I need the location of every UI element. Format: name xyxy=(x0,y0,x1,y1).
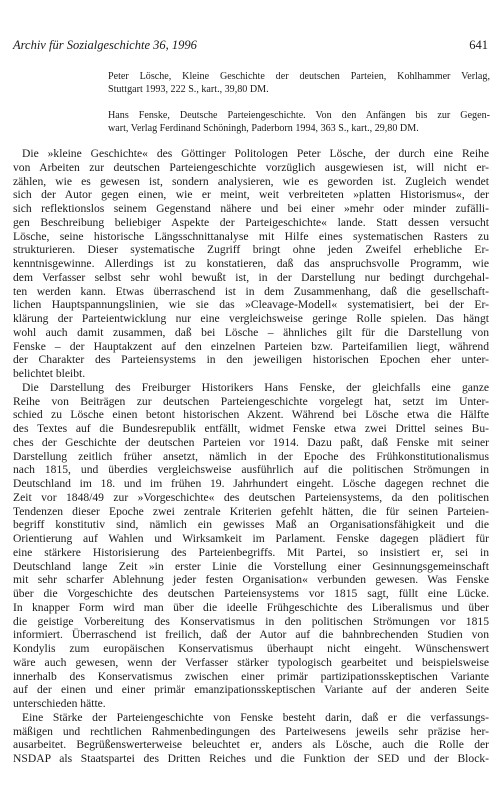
paragraph xyxy=(13,381,489,711)
text-line: dem Verfasser selbst sehr wohl bewußt ist, in der Darstellung nur bedingt durchgehal- xyxy=(13,270,489,284)
text-line: Deutschland lange Zeit »in erster Linie die Vorstellung einer Gesinnungsgemeinschaft xyxy=(13,559,489,573)
reviewed-books xyxy=(108,70,490,147)
book-reference xyxy=(108,109,490,136)
text-line: Fenske – der Hauptakzent auf den einzelnen Parteien bzw. Parteifamilien liegt, während xyxy=(13,339,489,353)
text-line: wäre auch gewesen, wenn der Verfasser stärker typologisch gearbeitet und beispielsweise xyxy=(13,655,489,669)
text-line: sich reflektionslos seinem Gegenstand nähere und bei einer »mehr oder minder zufälli- xyxy=(13,202,489,215)
text-line: informiert. Überraschend ist freilich, daß der Autor auf die bahnbrechenden Studien von xyxy=(13,628,489,642)
text-line: des Textes auf die Bundesrepublik entfällt, widmet Fenske etwa zwei Drittel seines Bu- xyxy=(13,422,489,435)
text-line: Kondylis zum europäischen Konservatismus überhaupt nicht eingeht. Wünschenswert xyxy=(13,642,489,655)
text-line: ten werden kann. Etwas überraschend ist in dem Zusammenhang, daß die gesellschaft- xyxy=(13,284,489,298)
text-line: Die »kleine Geschichte« des Göttinger Politologen Peter Lösche, der durch eine Reihe xyxy=(22,147,489,160)
paragraph xyxy=(13,711,489,766)
text-line: ches der Geschichte der deutschen Parteien vor 1914. Dazu paßt, daß Fenske mit seiner xyxy=(13,435,489,449)
text-line: strukturieren. Dieser systematische Zugriff bringt ohne jeden Zweifel erhebliche Er- xyxy=(13,243,489,257)
page-number: 641 xyxy=(469,38,488,52)
text-line: eine stärkere Historisierung des Parteienbegriffs. Mit Partei, so insistiert er, sei in xyxy=(13,545,489,559)
text-line: die geistige Vorbereitung des Konservatismus in den politischen Strömungen vor 1815 xyxy=(13,614,489,628)
text-line: Darstellung zeitlich früher ansetzt, nämlich in der Epoche des Frühkonstitutionalismus xyxy=(13,449,489,463)
text-line: sich der Autor gegen einen, wie er meint, weit verbreiteten »platten Historismus«, der xyxy=(13,188,489,202)
review-body xyxy=(13,147,489,766)
text-line: gen Beschreibung beliebiger Aspekte der Parteigeschichte« lande. Statt dessen versucht xyxy=(13,215,489,229)
text-line: auf der einen und einer primär emanzipationsskeptischen Variante auf der anderen Seite xyxy=(13,683,489,697)
text-line: schied zu Lösche einen betont historischen Akzent. Während bei Lösche etwa die Hälfte xyxy=(13,408,489,422)
text-line: wart, Verlag Ferdinand Schöningh, Paderborn 1994, 363 S., kart., 29,80 DM. xyxy=(108,122,419,134)
text-line: NSDAP als Staatspartei des Dritten Reiches und die Funktion der SED und der Block- xyxy=(13,752,489,765)
text-line: klärung der Parteientwicklung nur eine vergleichsweise geringe Rolle spielen. Das hängt xyxy=(13,312,489,325)
text-line: Tendenzen dieser Epoche zwei zentrale Kriterien gefehlt hätten, die für seinen Parteien- xyxy=(13,504,489,518)
text-line: von Arbeiten zur deutschen Parteiengeschichte vorzüglich ausgewiesen ist, will nicht er- xyxy=(13,160,489,174)
book-reference xyxy=(108,70,490,97)
text-line: Orientierung auf Wahlen und Wirksamkeit im Parlament. Fenske dagegen plädiert für xyxy=(13,532,489,545)
text-line: Deutschland im 18. und im frühen 19. Jahrhundert eingeht. Lösche dagegen rechnet die xyxy=(13,477,489,490)
text-line: zählen, wie es gewesen ist, sondern analysieren, wie es geworden ist. Zugleich wendet xyxy=(13,174,489,188)
journal-title: Archiv für Sozialgeschichte 36, 1996 xyxy=(13,38,197,52)
text-line: unterschieden hätte. xyxy=(13,697,106,710)
text-line: Die Darstellung des Freiburger Historikers Hans Fenske, der gleichfalls eine ganze xyxy=(22,380,489,394)
text-line: nach 1815, und überdies vergleichsweise ausführlich auf die politischen Strömungen in xyxy=(13,463,489,477)
text-line: wohl auch damit zusammen, daß bei Lösche – ähnliches gilt für die Darstellung von xyxy=(13,325,489,339)
text-line: innerhalb des Konservatismus zwischen einer primär partizipationsskeptischen Variante xyxy=(13,669,489,683)
text-line: Zeit vor 1848/49 zur »Vorgeschichte« des deutschen Parteiensystems, da den politischen xyxy=(13,490,489,504)
text-line: mit sehr scharfer Ablehnung jeder festen Organisation« verbunden gewesen. Was Fenske xyxy=(13,573,489,587)
text-line: kenntnisgewinne. Allerdings ist zu konstatieren, daß das anspruchsvolle Programm, wie xyxy=(13,257,489,270)
text-line: In knapper Form wird man über die ideelle Frühgeschichte des Liberalismus und über xyxy=(13,600,489,614)
text-line: Peter Lösche, Kleine Geschichte der deutschen Parteien, Kohlhammer Verlag, xyxy=(108,71,490,82)
text-line: Eine Stärke der Parteiengeschichte von Fenske besteht darin, daß er die verfassungs- xyxy=(22,710,489,724)
paragraph xyxy=(13,147,489,381)
text-line: Hans Fenske, Deutsche Parteiengeschichte. Von den Anfängen bis zur Gegen- xyxy=(108,109,490,121)
text-line: Stuttgart 1993, 222 S., kart., 39,80 DM. xyxy=(108,84,269,96)
text-line: der Charakter des Parteiensystems in den jeweiligen historischen Epochen eher unter- xyxy=(13,353,489,367)
running-head xyxy=(13,38,488,54)
text-line: Reihe von Beiträgen zur deutschen Parteiengeschichte vorgelegt hat, setzt im Unter- xyxy=(13,394,489,408)
text-line: über die Vorgeschichte des deutschen Parteiensystems vor 1815 sagt, füllt eine Lücke. xyxy=(13,587,489,600)
text-line: lichen Hauptspannungslinien, wie sie das »Cleavage-Modell« systematisiert, bei der Er- xyxy=(13,298,489,312)
text-line: belichtet bleibt. xyxy=(13,367,86,380)
text-line: ausarbeitet. Begrüßenswerterweise beleuchtet er, anders als Lösche, auch die Rolle der xyxy=(13,738,489,752)
text-line: Lösche, seine historische Längsschnittanalyse mit Hilfe eines systematischen Rasters zu xyxy=(13,229,489,243)
text-line: begriff konstitutiv sind, nämlich ein gewisses Maß an Organisationsfähigkeit und die xyxy=(13,518,489,532)
text-line: mäßigen und rechtlichen Rahmenbedingungen des Parteiwesens jeweils sehr präzise her- xyxy=(13,724,489,738)
